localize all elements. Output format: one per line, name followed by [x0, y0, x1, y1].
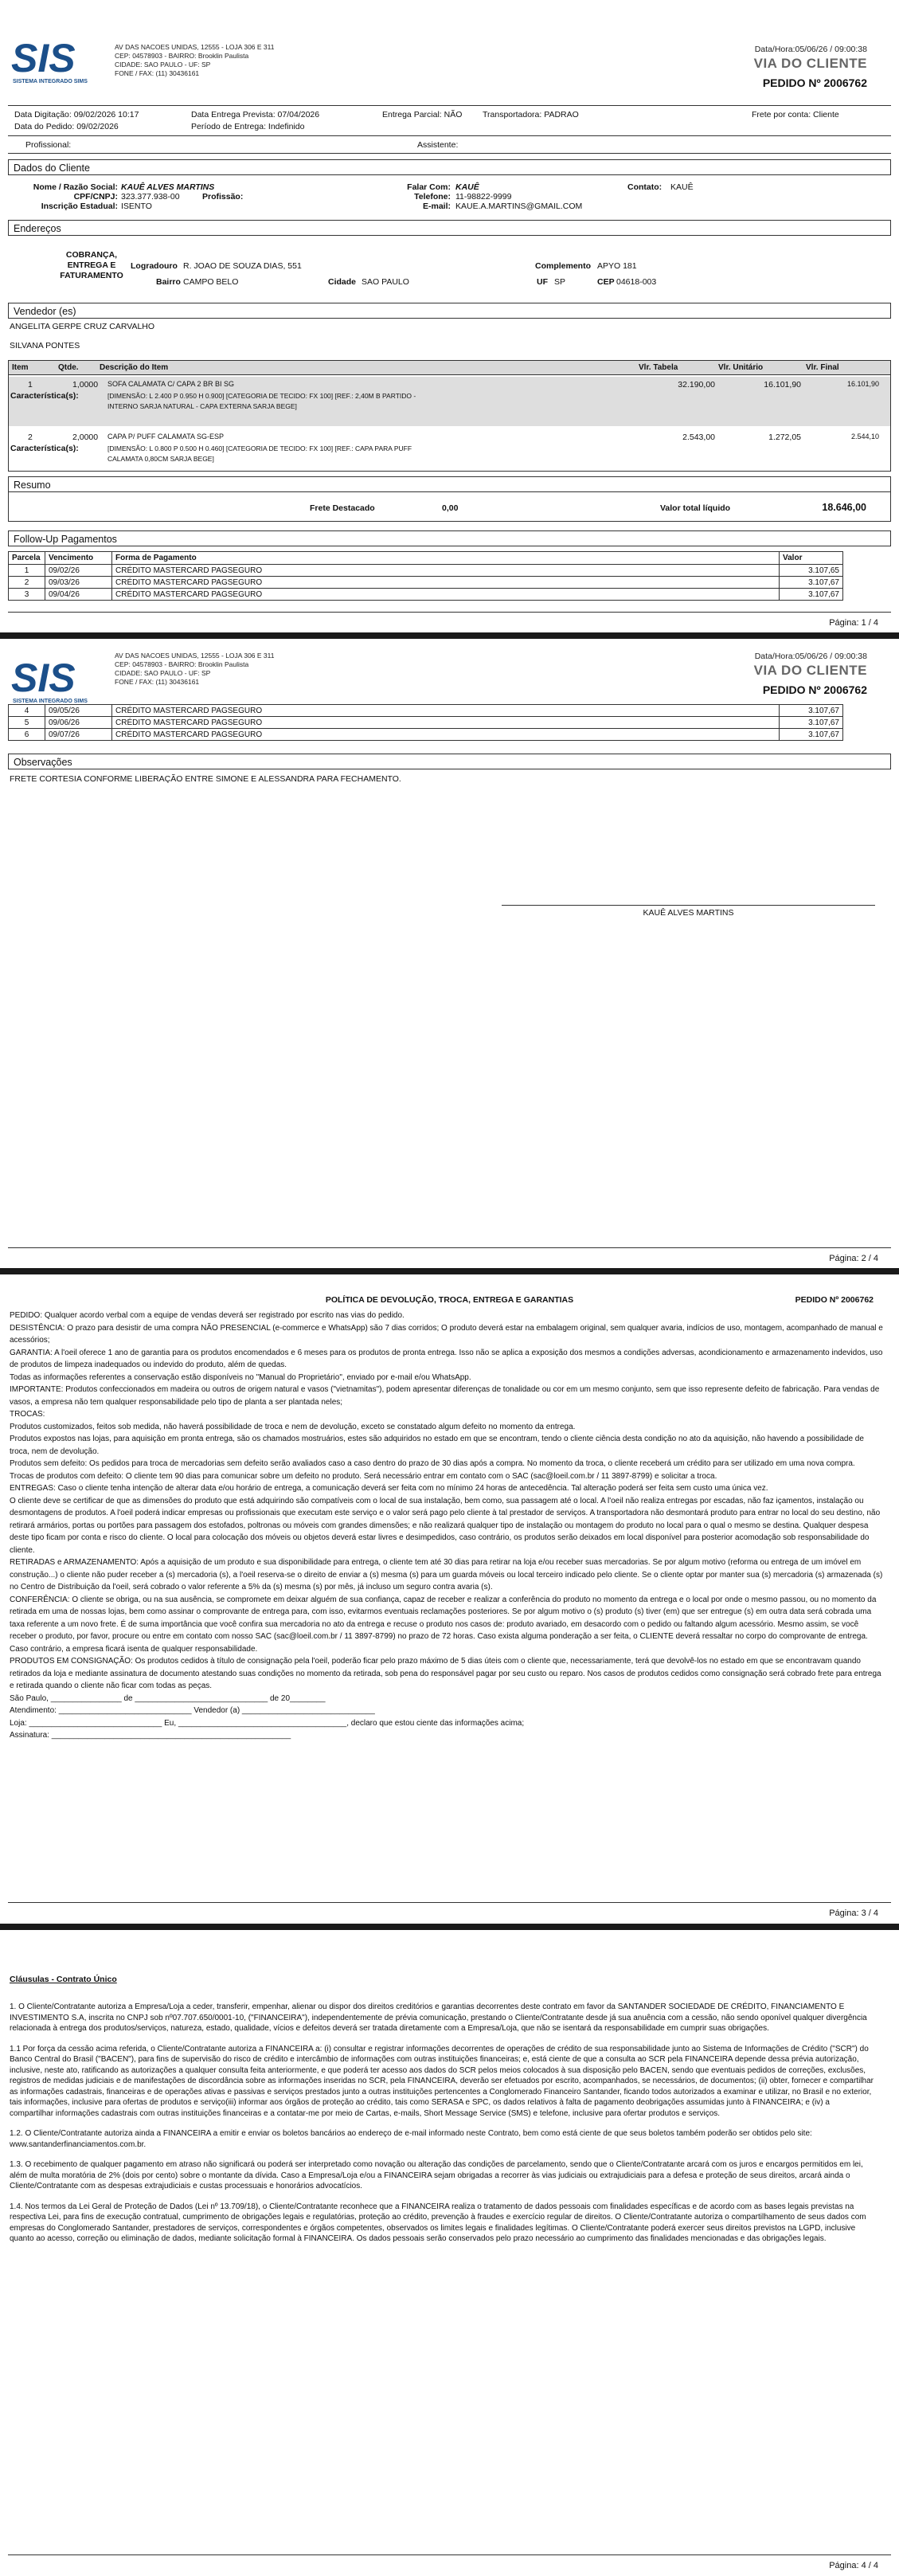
profissional-label: Profissional: — [25, 140, 72, 150]
followup-table: Parcela Vencimento Forma de Pagamento Valor 1 09/02/26 CRÉDITO MASTERCARD PAGSEGURO 3.107,65 2 09/03/26 CRÉDITO MASTERCARD PAGSEGURO 3.107,67 3 09/04/26 CRÉDITO MASTERCARD PAGSEGURO 3.107,67 — [8, 551, 843, 601]
falar-label: Falar Com: — [407, 182, 451, 192]
cliente-telefone: 11-98822-9999 — [455, 192, 512, 202]
page-number: Página: 2 / 4 — [829, 1254, 878, 1263]
clausula-paragraph: 1.2. O Cliente/Contratante autoriza ainda a FINANCEIRA a emitir e enviar os boletos bancários ao endereço de e-mail informado neste Contrato, bem como está ciente de que seus boletos também poderão ser obtidos pelo site: www.santanderfinanciamentos.com.br. — [10, 2129, 812, 2149]
frete-conta: Frete por conta: Cliente — [752, 110, 839, 119]
company-info: AV DAS NACOES UNIDAS, 12555 - LOJA 306 E 311 CEP: 04578903 - BAIRRO: Brooklin Paulista CIDADE: SAO PAULO - UF: SP FONE / FAX: (11) 30436161 — [115, 652, 275, 686]
followup-title: Follow-Up Pagamentos — [8, 530, 891, 546]
policy-paragraph: IMPORTANTE: Produtos confeccionados em madeira ou outros de origem natural e vasos ("vietnamitas"), podem apresentar diferenças de tonalidade ou cor em um mesmo conjunto, sem que isso represente defeito de fabricação. Para vendas de vasos, a empresa não tem qualquer responsabilidade pelo tipo de planta a ser plantada neles; — [10, 1385, 880, 1407]
transportadora: Transportadora: PADRAO — [483, 110, 579, 119]
clausulas-title: Cláusulas - Contrato Único — [10, 1975, 117, 1984]
logo-tagline: SISTEMA INTEGRADO SIMS — [13, 79, 88, 84]
uf-label: UF — [537, 277, 548, 287]
cliente-title: Dados do Cliente — [8, 159, 891, 175]
header — [8, 0, 891, 89]
table-row: 3 09/04/26 CRÉDITO MASTERCARD PAGSEGURO 3.107,67 — [9, 589, 843, 601]
frete-value: 0,00 — [442, 503, 459, 513]
policy-title: POLÍTICA DE DEVOLUÇÃO, TROCA, ENTREGA E GARANTIAS — [325, 1295, 574, 1305]
col-qtde: Qtde. — [55, 361, 96, 375]
policy-paragraph: CONFERÊNCIA: O cliente se obriga, ou na sua ausência, se compromete em deixar alguém de sua confiança, capaz de receber e realizar a conferência do produto no momento da entrega e o local por onde o mesmo passou, ou no momento da retirada em uma de nossas lojas, bem como assinar o comprovante de entrega para, com isso, evitarmos eventuais reclamações posteriores. Se por algum motivo o (s) produto (s) tiver (em) que ser entregue (s) em outra data será cobrada uma taxa referente a um novo frete. É de suma importância que você confira sua mercadoria no ato da entrega e recuse o produto nos casos de: produto avariado, em desacordo com o pedido ou faltando algum acessório. Mesmo assim, se você receber o produto, por favor, procure ou entre em contato com nosso SAC (sac@loeil.com.br / 11 3897-8799) no prazo de 72 horas. Caso exista alguma ponderação a ser feita, o CLIENTE deverá ressaltar no corpo do comprovante de entrega. Caso contrário, a empresa ficará isenta de qualquer responsabilidade. — [10, 1595, 877, 1654]
table-row: 4 09/05/26 CRÉDITO MASTERCARD PAGSEGURO 3.107,67 — [9, 705, 843, 717]
policy-paragraph: Produtos customizados, feitos sob medida, não haverá possibilidade de troca e nem de devolução, exceto se constatado algum defeito no momento da entrega. — [10, 1422, 576, 1431]
frete-label: Frete Destacado — [310, 503, 375, 513]
page-number: Página: 1 / 4 — [829, 618, 878, 628]
policy-body — [10, 1310, 885, 1742]
total-value: 18.646,00 — [822, 502, 866, 513]
header-right: Data/Hora:05/06/26 / 09:00:38 VIA DO CLIENTE PEDIDO Nº 2006762 — [753, 652, 867, 696]
table-row: 1 1,0000 SOFA CALAMATA C/ CAPA 2 BR BI SG 32.190,00 16.101,90 16.101,90 Característica(s): [DIMENSÃO: L 2.400 P 0.950 H 0.900] [CATEGORIA DE TECIDO: FX 100] [REF.: 2,40M B PARTIDO - INTERNO SARJA NATURAL - CAPA EXTERNA SARJA BEGE] — [9, 377, 890, 426]
vendedor-name-2: SILVANA PONTES — [10, 341, 80, 350]
cliente-ie: ISENTO — [121, 202, 152, 211]
table-row: 2 2,0000 CAPA P/ PUFF CALAMATA SG-ESP 2.543,00 1.272,05 2.544,10 Característica(s): [DIMENSÃO: L 0.800 P 0.500 H 0.460] [CATEGORIA DE TECIDO: FX 100] [REF.: CAPA PARA PUFF CALAMATA 0,80CM SARJA BEGE] — [10, 433, 879, 463]
signature-name: KAUÊ ALVES MARTINS — [643, 908, 734, 918]
policy-paragraph: Produtos expostos nas lojas, para aquisição em pronta entrega, são os chamados mostruários, estes são adquiridos no estado em que se encontram, tendo o cliente ciência desta condição no ato da aquisição, não havendo a possibilidade de troca, nem de devolução. — [10, 1435, 864, 1456]
logo-text: SIS — [11, 658, 76, 700]
company-info — [115, 43, 274, 78]
data-digitacao: Data Digitação: 09/02/2026 10:17 — [14, 110, 139, 119]
policy-paragraph: Atendimento: ______________________________ Vendedor (a) ______________________________ — [10, 1706, 375, 1715]
datahora: Data/Hora:05/06/26 / 09:00:38 — [754, 45, 867, 54]
resumo-title: Resumo — [8, 476, 891, 492]
logo-tagline: SISTEMA INTEGRADO SIMS — [13, 699, 88, 704]
policy-paragraph: Todas as informações referentes a conservação estão disponíveis no "Manual do Proprietário", enviado por e-mail e/ou WhatsApp. — [10, 1372, 471, 1382]
policy-paragraph: Assinatura: ______________________________________________________ — [10, 1731, 291, 1740]
company-logo — [10, 38, 115, 88]
logradouro: R. JOAO DE SOUZA DIAS, 551 — [183, 261, 302, 271]
items-table — [8, 360, 891, 472]
page-1 — [0, 0, 899, 632]
policy-paragraph: Produtos sem defeito: Os pedidos para troca de mercadorias sem defeito serão avaliados caso a caso dentro do prazo de 30 dias após a compra. No momento da troca, o cliente receberá um crédito para ser utilizado em uma nova compra. — [10, 1459, 855, 1468]
contato-label: Contato: — [627, 182, 663, 192]
data-pedido: Data do Pedido: 09/02/2026 — [14, 122, 119, 131]
cep: 04618-003 — [616, 277, 657, 287]
table-row: 2 09/03/26 CRÉDITO MASTERCARD PAGSEGURO 3.107,67 — [9, 577, 843, 589]
data-entrega-prevista: Data Entrega Prevista: 07/04/2026 — [191, 110, 320, 119]
policy-paragraph: ENTREGAS: Caso o cliente tenha intenção de alterar data e/ou horário de entrega, a comunicação deverá ser feita com no mínimo 24 horas de antecedência. Tal alteração poderá ser feita sem custo uma única vez. — [10, 1484, 768, 1493]
bairro: CAMPO BELO — [183, 277, 239, 287]
policy-paragraph: DESISTÊNCIA: O prazo para desistir de uma compra NÃO PRESENCIAL (e-commerce e WhatsApp) são 7 dias corridos; O produto deverá estar na embalagem original, sem qualquer avaria, indícios de uso, montagem, acompanhado de manual e acessórios; — [10, 1323, 883, 1345]
page-number: Página: 3 / 4 — [829, 1909, 878, 1918]
observacoes-title: Observações — [8, 754, 891, 769]
cliente-email: KAUE.A.MARTINS@GMAIL.COM — [455, 202, 583, 211]
page-3 — [0, 1274, 899, 1924]
policy-paragraph: São Paulo, ________________ de ______________________________ de 20________ — [10, 1693, 326, 1703]
vendedor-title: Vendedor (es) — [8, 303, 891, 319]
col-item: Item — [9, 361, 55, 375]
company-logo — [10, 658, 115, 707]
company-cep: CEP: 04578903 - BAIRRO: Brooklin Paulista — [115, 52, 249, 60]
page-number: Página: 4 / 4 — [829, 2561, 878, 2570]
clausula-paragraph: 1.4. Nos termos da Lei Geral de Proteção de Dados (Lei nº 13.709/18), o Cliente/Contratante reconhece que a FINANCEIRA realiza o tratamento de dados pessoais com finalidades específicas e de acordo com as bases legais previstas na respectiva Lei, para fins de execução contratual, cumprimento de obrigações legais e regulatórias, proteção ao crédito, prevenção à fraudes e exercício regular de direitos. O Cliente/Contratante autoriza o compartilhamento de seus dados com empresas do Conglomerado Santander, prestadores de serviços, correspondentes e órgãos competentes, observados os limites legais e finalidades legítimas. O Cliente/Contratante poderá exercer seus direitos previstos na LGPD, inclusive quanto ao acesso, correção ou eliminação de dados, mediante solicitação formal à FINANCEIRA. Os dados pessoais serão conservados pelo prazo necessário ao cumprimento das finalidades mencionadas e das obrigações legais. — [10, 2202, 866, 2243]
pedido-number: PEDIDO Nº 2006762 — [762, 76, 867, 89]
page-4 — [0, 1930, 899, 2576]
page-2 — [0, 639, 899, 1268]
table-row: 5 09/06/26 CRÉDITO MASTERCARD PAGSEGURO 3.107,67 — [9, 717, 843, 729]
col-vlr-tabela: Vlr. Tabela — [635, 361, 715, 375]
company-phone: FONE / FAX: (11) 30436161 — [115, 69, 200, 77]
endereco-tipo: COBRANÇA, ENTREGA E FATURAMENTO — [60, 250, 123, 280]
cliente-contato: KAUÊ — [670, 182, 694, 192]
logradouro-label: Logradouro — [131, 261, 178, 271]
policy-paragraph: TROCAS: — [10, 1410, 45, 1419]
cep-label: CEP — [597, 277, 615, 287]
company-city: CIDADE: SAO PAULO - UF: SP — [115, 61, 211, 69]
cpf-label: CPF/CNPJ: — [73, 192, 118, 202]
bairro-label: Bairro — [156, 277, 181, 287]
logo-text: SIS — [11, 38, 76, 80]
policy-paragraph: O cliente deve se certificar de que as dimensões do produto que está adquirindo são compatíveis com o local de sua instalação, bem como, sua passagem até o local. A l'oeil não realiza entregas por escadas, não faz içamentos, instalação ou desmontagens de produtos. A l'oeil poderá indicar empresas ou profissionais que executam este serviço e o valor será pago pelo cliente à tal prestador de serviços. A transportadora não desmontará produto para entrar no local do seu destino, não retirará armários, portas ou portões para passagem dos estofados, poltronas ou móveis com grandes dimensões; e não realizará qualquer tipo de instalação ou montagem do produto no local para o qual o mesmo se destina. Qualquer despesa deste tipo ficam por conta e risco do cliente. O local para colocação dos móveis ou objetos deverá estar livres e desimpedidos, caso contrário, os produtos serão deixados em local disponível para posterior acomodação sob responsabilidade do cliente. — [10, 1496, 881, 1555]
periodo-entrega: Período de Entrega: Indefinido — [191, 122, 305, 131]
policy-paragraph: RETIRADAS e ARMAZENAMENTO: Após a aquisição de um produto e sua disponibilidade para entrega, o cliente tem até 30 dias para retirar na loja e/ou receber suas mercadorias. Se por algum motivo (reforma ou entrega de um imóvel em construção...) o cliente não puder receber a (s) mercadoria (s), a l'oeil reserva-se o direito de enviar a (s) mesma (s) para um guarda móveis ou local terceiro indicado pelo cliente. Se o cliente optar por manter sua (s) mercadoria (s) armazenada (s) no Centro de Distribuição da l'oeil, será cobrado o valor referente a 5% da (s) mesma (s) por mês, já incluso um seguro contra avaria (s). — [10, 1558, 883, 1591]
policy-paragraph: Loja: ______________________________ Eu, ______________________________________, declaro que estou ciente das informações acima; — [10, 1718, 525, 1728]
cliente-nome: KAUÊ ALVES MARTINS — [121, 182, 215, 192]
total-label: Valor total líquido — [660, 503, 731, 513]
company-address: AV DAS NACOES UNIDAS, 12555 - LOJA 306 E 311 — [115, 43, 275, 51]
clausula-paragraph: 1. O Cliente/Contratante autoriza a Empresa/Loja a ceder, transferir, empenhar, alienar ou dispor dos direitos creditórios e garantias decorrentes deste contrato em favor da SANTANDER SOCIEDADE DE CRÉDITO, FINANCIAMENTO E INVESTIMENTO S.A, inscrita no CNPJ sob nº07.707.650/0001-10, ("FINANCEIRA"), independentemente de prévia comunicação, prestando o Cliente/Contratante desde já sua anuência com a cessão, não sendo oponível qualquer divergência relacionada à entrega dos produtos/serviços, natureza, estado, qualidade, vícios e defeitos deverá ser tratada diretamente com a Empresa/Loja, que não se isentará da responsabilidade em cumprir suas obrigações. — [10, 2002, 867, 2033]
via-cliente: VIA DO CLIENTE — [753, 56, 867, 71]
resumo-box — [8, 491, 891, 522]
observacoes-text: FRETE CORTESIA CONFORME LIBERAÇÃO ENTRE SIMONE E ALESSANDRA PARA FECHAMENTO. — [10, 774, 401, 784]
clausula-paragraph: 1.3. O recebimento de qualquer pagamento em atraso não significará ou poderá ser interpretado como novação ou alteração das condições de parcelamento, sendo que o Cliente/Contratante arcará com os juros e encargos permitidos em lei, além de multa moratória de 2% (dois por cento) sobre o montante da dívida. Caso a Empresa/Loja e/ou a FINANCEIRA sejam obrigadas a recorrer às vias judiciais ou extrajudiciais para a defesa e proteção de seus direitos, arcará ainda o Cliente/Contratante com as despesas extrajudiciais e custas processuais e honorários advocatícios. — [10, 2160, 863, 2190]
entrega-parcial: Entrega Parcial: NÃO — [382, 110, 463, 119]
policy-paragraph: PRODUTOS EM CONSIGNAÇÃO: Os produtos cedidos à título de consignação pela l'oeil, poderão ficar pelo prazo máximo de 5 dias úteis com o cliente que, necessariamente, terá que devolvê-los no estado em que se encontravam quando retirados da loja e mediante assinatura de documento atestando suas condições no momento da retirada, sob pena do responsável pagar por seu custo ou reparo. Nos casos de produtos cedidos como consignação será cobrado frete para entrega e retirada quando o cliente não ficar com todas as peças. — [10, 1657, 881, 1690]
telefone-label: Telefone: — [414, 192, 451, 202]
table-row: 6 09/07/26 CRÉDITO MASTERCARD PAGSEGURO 3.107,67 — [9, 729, 843, 741]
col-vlr-final: Vlr. Final — [803, 361, 890, 375]
cidade-label: Cidade — [328, 277, 357, 287]
policy-paragraph: GARANTIA: A l'oeil oferece 1 ano de garantia para os produtos encomendados e 6 meses para os produtos de pronta entrega. Isso não se aplica a exposição dos mesmos a condições adversas, acondicionamento e armazenamento indevidos, uso de produtos de limpeza inadequados ou indevido do produto, além de quedas. — [10, 1348, 883, 1369]
email-label: E-mail: — [422, 202, 451, 211]
complemento: APYO 181 — [597, 261, 637, 271]
table-row: 1 09/02/26 CRÉDITO MASTERCARD PAGSEGURO 3.107,65 — [9, 565, 843, 577]
clausula-paragraph: 1.1 Por força da cessão acima referida, o Cliente/Contratante autoriza a FINANCEIRA a: (i) consultar e registrar informações decorrentes de operações de crédito de sua responsabilidade junto ao Sistema de Informações de Crédito ("SCR") do Banco Central do Brasil ("BACEN"), para fins de supervisão do risco de crédito e intercâmbio de informações com outras instituições financeiras; e, está ciente de que a consulta ao SCR pela FINANCEIRA depende dessa prévia autorização, inclusive, neste ato, ratificando as autorizações a qualquer consulta feita anteriormente, e que poderá ter acesso aos dados do SCR pelos meios colocados à sua disposição pelo BACEN, sendo que eventuais pedidos de correções, exclusões, registros de medidas judiciais e de manifestações de discordância sobre as informações inseridas no SCR, pela FINANCEIRA, deverão ser efetuados por escrito, acompanhados, se necessários, de documentos; (ii) obter, fornecer e compartilhar as informações cadastrais, financeiras e de operações ativas e passivas e serviços prestados junto a outras instituições pertencentes a Conglomerado Financeiro Santander, ficando todos autorizados a examinar e utilizar, no Brasil e no exterior, tais informações, inclusive para ofertas de produtos e serviço(iii) informar aos órgãos de proteção ao crédito, tais como SERASA e SPC, os dados relativos à falta de pagamento deobrigações assumidas junto à FINANCEIRA; e (iv) a compartilhar informações cadastrais com outras instituições financeiras e a contatar-me por meio de Cartas, e-mails, Short Message Service (SMS) e telefone, inclusive para ofertar produtos e serviços. — [10, 2044, 874, 2118]
col-descricao: Descrição do Item — [96, 361, 635, 375]
policy-paragraph: Trocas de produtos com defeito: O cliente tem 90 dias para comunicar sobre um defeito no produto. Será necessário entrar em contato com o SAC (sac@loeil.com.br / 11 3897-8799) e solicitar a troca. — [10, 1471, 717, 1481]
enderecos-title: Endereços — [8, 220, 891, 236]
ie-label: Inscrição Estadual: — [41, 202, 118, 211]
cliente-cpf: 323.377.938-00 — [121, 192, 180, 202]
profissao-label: Profissão: — [202, 192, 244, 202]
followup-table-cont — [8, 704, 843, 741]
complemento-label: Complemento — [535, 261, 592, 271]
policy-paragraph: PEDIDO: Qualquer acordo verbal com a equipe de vendas deverá ser registrado por escrito nas vias do pedido. — [10, 1311, 405, 1320]
uf: SP — [554, 277, 566, 287]
assistente-label: Assistente: — [417, 140, 459, 150]
vendedor-name-1: ANGELITA GERPE CRUZ CARVALHO — [10, 322, 155, 331]
clausulas-body — [10, 2002, 875, 2254]
nome-label: Nome / Razão Social: — [33, 182, 118, 192]
header-right — [754, 45, 867, 89]
policy-pedido: PEDIDO Nº 2006762 — [795, 1295, 874, 1305]
cliente-falar: KAUÊ — [455, 182, 479, 192]
col-vlr-unitario: Vlr. Unitário — [715, 361, 803, 375]
cidade: SAO PAULO — [362, 277, 409, 287]
